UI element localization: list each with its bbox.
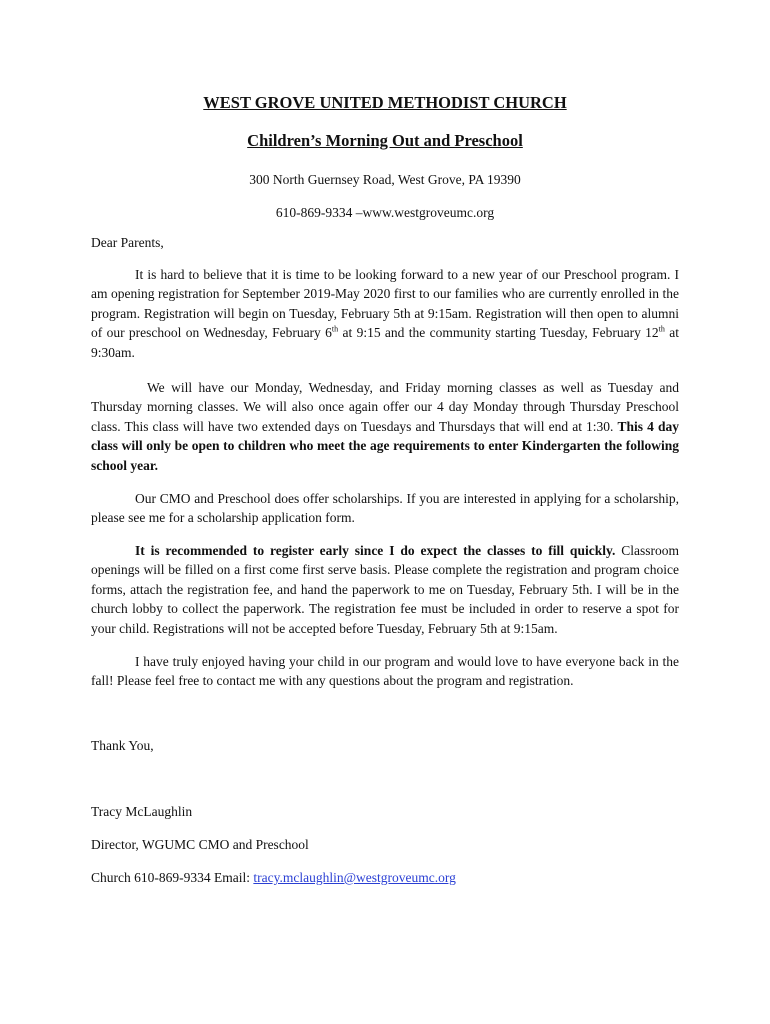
paragraph-text: We will have our Monday, Wednesday, and Friday morning classes as well as Tuesday and Thursday morning classes. We will also once again offer our 4 day Monday through Thursday Preschool class. This class will have two extended days on Tuesdays and Thursdays that will end at 1:30. (91, 380, 679, 434)
closing: Thank You, (91, 738, 154, 753)
paragraph-text: Classroom openings will be filled on a first come first serve basis. Please complete the registration and program choice forms, attach the registration fee, and hand the paperwork to me on Tuesday, February 5th. I will be in the church lobby to collect the paperwork. The registration fee must be included in order to reserve a spot for your child. Registrations will not be accepted before Tuesday, February 5th at 9:15am. (91, 543, 679, 636)
ordinal-suffix: th (331, 324, 339, 334)
paragraph-text: It is hard to believe that it is time to be looking forward to a new year of our Preschool program. I am opening registration for September 2019-May 2020 first to our families who are currently enrolled in the program. Registration will begin on Tuesday, February 5th at 9:15am. Registration will then open to alumni of our preschool on Wednesday, February 6 (91, 267, 679, 341)
signer-name: Tracy McLaughlin (91, 804, 193, 819)
paragraph-text: I have truly enjoyed having your child in our program and would love to have everyone back in the fall! Please feel free to contact me with any questions about the program and registration. (91, 654, 679, 689)
church-phone-website: 610-869-9334 –www.westgroveumc.org (275, 205, 495, 220)
paragraph-bold-text: It is recommended to register early since I do expect the classes to fill quickly. (135, 543, 616, 558)
email-link[interactable]: tracy.mclaughlin@westgroveumc.org (253, 870, 456, 885)
ordinal-suffix: th (658, 324, 665, 334)
signer-title: Director, WGUMC CMO and Preschool (91, 837, 309, 852)
church-address: 300 North Guernsey Road, West Grove, PA 19390 (249, 172, 521, 187)
paragraph-closing-remarks (91, 652, 679, 691)
paragraph-text: Our CMO and Preschool does offer scholarships. If you are interested in applying for a scholarship, please see me for a scholarship application form. (91, 491, 679, 526)
paragraph-text: at 9:15 and the community starting Tuesday, February 12 (338, 325, 659, 341)
paragraph-register-early (91, 541, 679, 638)
paragraph-class-schedule (91, 378, 679, 475)
contact-phone-label: Church 610-869-9334 Email: (91, 870, 254, 885)
paragraph-bold-text: This 4 day class will only be open to children who meet the age requirements to enter Kindergarten the following school year. (91, 418, 679, 473)
church-name: WEST GROVE UNITED METHODIST CHURCH (203, 93, 567, 112)
paragraph-scholarships (91, 489, 679, 528)
salutation: Dear Parents, (91, 235, 164, 250)
paragraph-text: at 9:30am. (91, 325, 679, 360)
program-name: Children’s Morning Out and Preschool (247, 131, 523, 150)
paragraph-registration-dates (91, 265, 679, 362)
contact-line (91, 870, 456, 886)
